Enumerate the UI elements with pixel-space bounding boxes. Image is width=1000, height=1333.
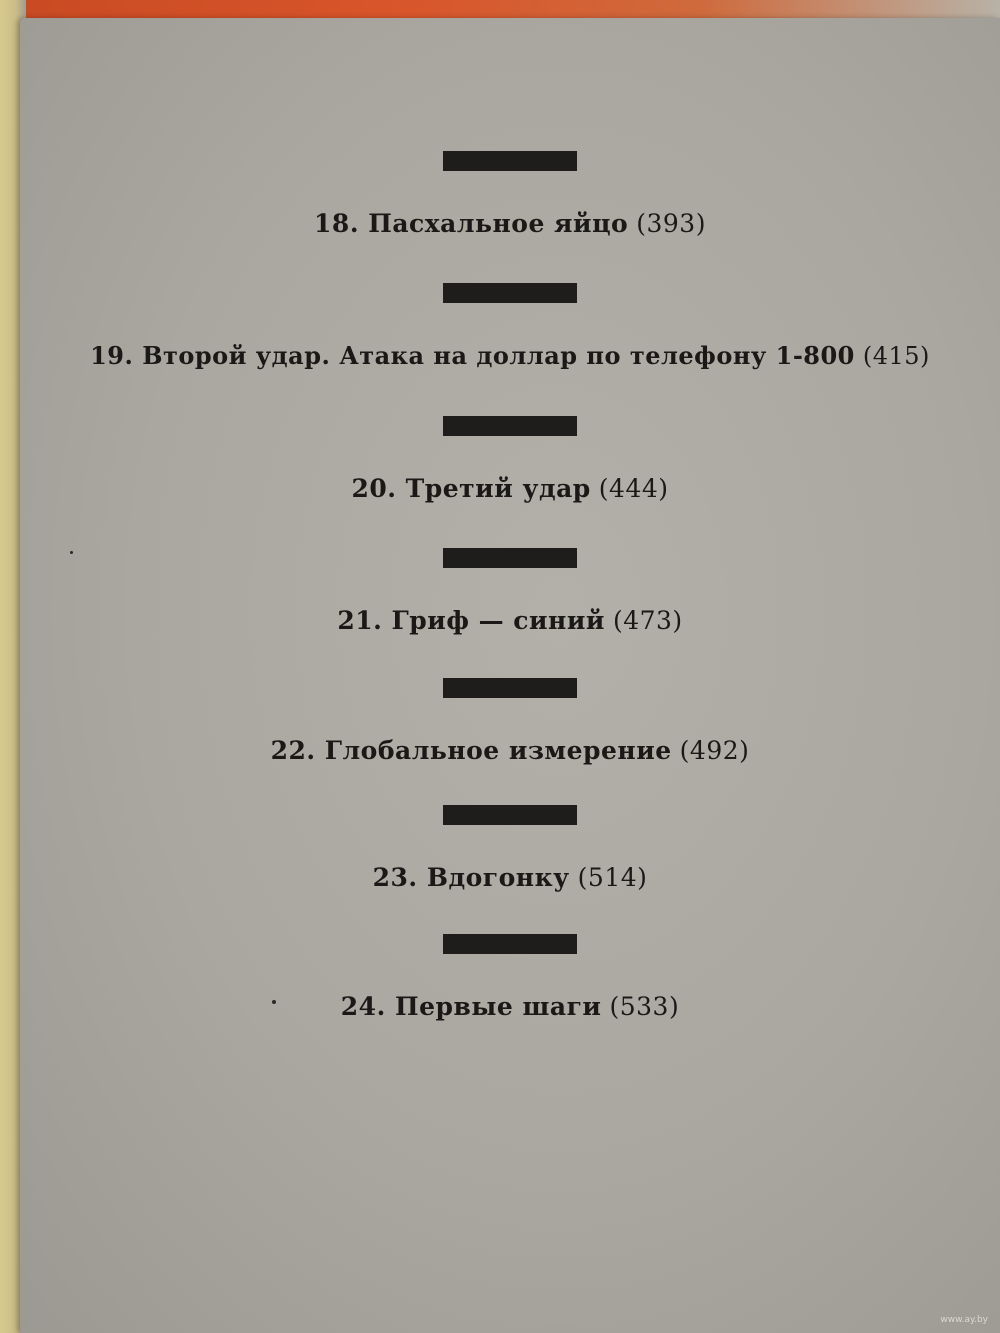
toc-page-number: (533)	[609, 992, 680, 1021]
toc-entry	[20, 934, 1000, 1021]
paper-speck	[272, 1000, 276, 1004]
toc-entry-title: 20. Третий удар (444)	[351, 474, 669, 503]
toc-entry-title: 18. Пасхальное яйцо (393)	[314, 209, 706, 238]
toc-page-number: (473)	[612, 606, 683, 635]
divider-bar	[443, 805, 577, 825]
toc-entry-title: 21. Гриф — синий (473)	[337, 606, 683, 635]
toc-page-number: (393)	[636, 209, 706, 238]
toc-entry	[20, 283, 1000, 370]
toc-page-number: (492)	[679, 736, 750, 765]
toc-entry-title: 22. Глобальное измерение (492)	[270, 736, 750, 765]
toc-page-number: (444)	[598, 474, 669, 503]
divider-bar	[443, 151, 577, 171]
divider-bar	[443, 283, 577, 303]
toc-page-number: (514)	[577, 863, 648, 892]
toc-entry-title: 19. Второй удар. Атака на доллар по телефону 1-800 (415)	[90, 341, 930, 370]
paper-speck	[70, 551, 73, 554]
divider-bar	[443, 934, 577, 954]
book-page	[20, 18, 1000, 1333]
divider-bar	[443, 548, 577, 568]
toc-entry	[20, 548, 1000, 635]
toc-entry-title: 23. Вдогонку (514)	[372, 863, 648, 892]
toc-entry-title: 24. Первые шаги (533)	[340, 992, 680, 1021]
toc-entry	[20, 416, 1000, 503]
toc-entry	[20, 805, 1000, 892]
toc-entry	[20, 678, 1000, 765]
divider-bar	[443, 678, 577, 698]
toc-page-number: (415)	[862, 342, 930, 370]
table-of-contents	[20, 18, 1000, 1333]
toc-entry	[20, 151, 1000, 238]
watermark-text: www.ay.by	[940, 1315, 988, 1325]
divider-bar	[443, 416, 577, 436]
